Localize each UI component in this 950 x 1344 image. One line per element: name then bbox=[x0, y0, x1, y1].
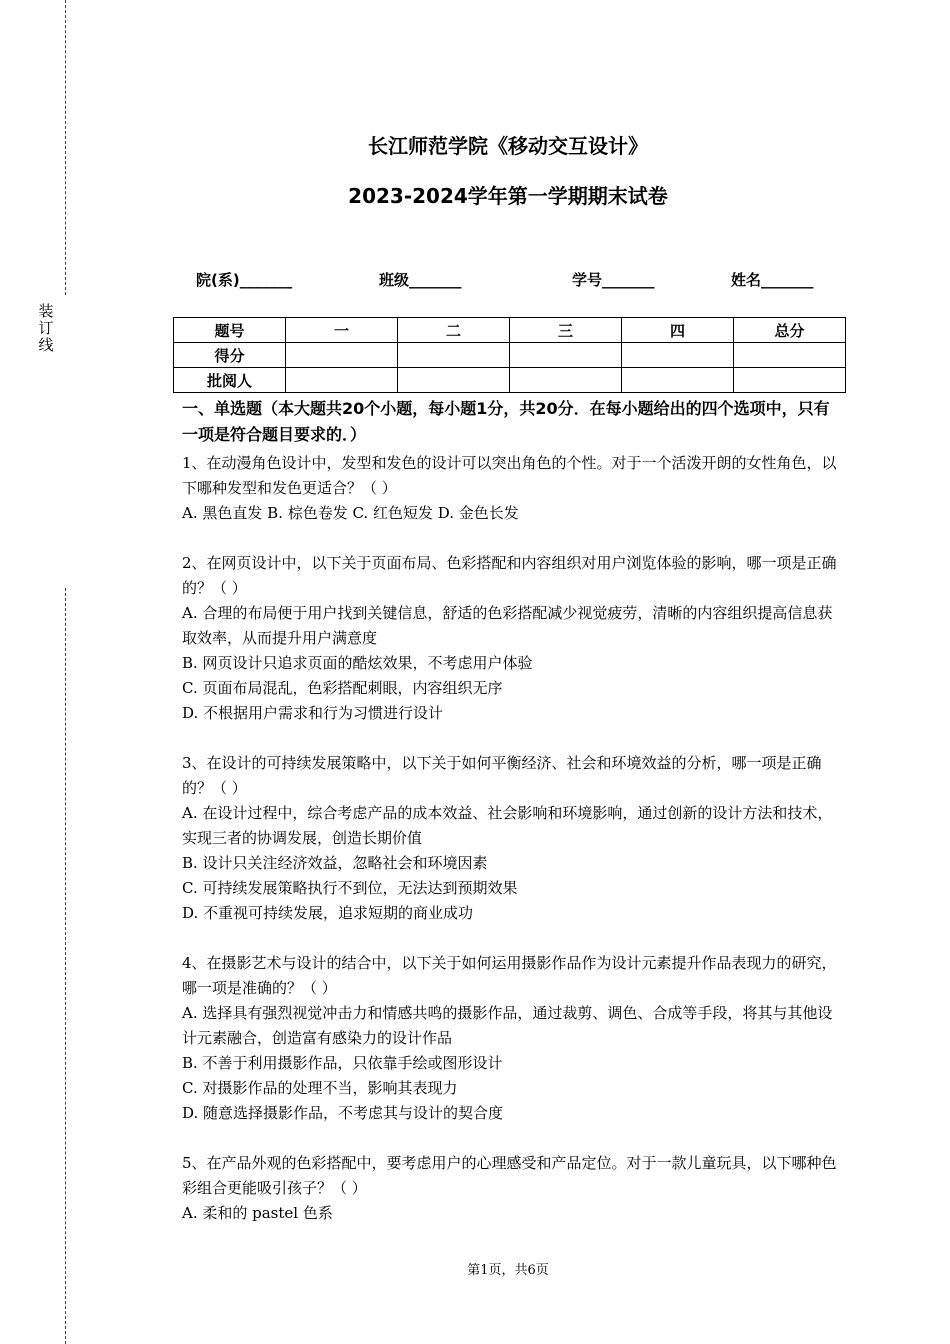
section-heading: 一、单选题（本大题共20个小题，每小题1分，共20分．在每小题给出的四个选项中，只有一项是符合题目要求的．） bbox=[182, 399, 830, 444]
reviewer-cell bbox=[622, 368, 734, 393]
class-field: 班级_______ bbox=[379, 271, 462, 289]
reviewer-row bbox=[174, 368, 846, 393]
student-id-field: 学号_______ bbox=[572, 271, 655, 289]
binding-dashed-line-bottom bbox=[65, 588, 66, 1344]
question-stem: 3、在设计的可持续发展策略中，以下关于如何平衡经济、社会和环境效益的分析，哪一项是正确的？（ ） bbox=[182, 754, 822, 797]
question-stem: 5、在产品外观的色彩搭配中，要考虑用户的心理感受和产品定位。对于一款儿童玩具，以下哪种色彩组合更能吸引孩子？（ ） bbox=[182, 1154, 837, 1197]
header-cell: 四 bbox=[622, 318, 734, 343]
question-5 bbox=[182, 1151, 842, 1226]
header-cell: 一 bbox=[286, 318, 398, 343]
binding-char: 装 bbox=[38, 302, 54, 320]
question-stem: 2、在网页设计中，以下关于页面布局、色彩搭配和内容组织对用户浏览体验的影响，哪一项是正确的？（ ） bbox=[182, 554, 837, 597]
score-cell bbox=[622, 343, 734, 368]
question-option: D. 不根据用户需求和行为习惯进行设计 bbox=[182, 704, 444, 722]
reviewer-cell bbox=[734, 368, 846, 393]
question-option: A. 在设计过程中，综合考虑产品的成本效益、社会影响和环境影响，通过创新的设计方法和技术，实现三者的协调发展，创造长期价值 bbox=[182, 804, 833, 847]
row-label: 得分 bbox=[174, 343, 286, 368]
question-option: A. 黑色直发 B. 棕色卷发 C. 红色短发 D. 金色长发 bbox=[182, 504, 519, 522]
question-option: B. 设计只关注经济效益，忽略社会和环境因素 bbox=[182, 854, 488, 872]
row-label: 批阅人 bbox=[174, 368, 286, 393]
question-option: C. 对摄影作品的处理不当，影响其表现力 bbox=[182, 1079, 458, 1097]
name-field: 姓名_______ bbox=[731, 271, 814, 289]
question-option: C. 页面布局混乱，色彩搭配刺眼，内容组织无序 bbox=[182, 679, 503, 697]
score-cell bbox=[398, 343, 510, 368]
question-option: D. 不重视可持续发展，追求短期的商业成功 bbox=[182, 904, 474, 922]
question-option: C. 可持续发展策略执行不到位，无法达到预期效果 bbox=[182, 879, 518, 897]
exam-content bbox=[182, 396, 842, 1251]
question-2 bbox=[182, 551, 842, 726]
header-cell: 总分 bbox=[734, 318, 846, 343]
reviewer-cell bbox=[286, 368, 398, 393]
header-cell: 三 bbox=[510, 318, 622, 343]
score-cell bbox=[734, 343, 846, 368]
department-field: 院(系)_______ bbox=[196, 271, 293, 289]
score-cell bbox=[286, 343, 398, 368]
reviewer-cell bbox=[510, 368, 622, 393]
question-1 bbox=[182, 451, 842, 526]
question-stem: 1、在动漫角色设计中，发型和发色的设计可以突出角色的个性。对于一个活泼开朗的女性角色，以下哪种发型和发色更适合？（ ） bbox=[182, 454, 837, 497]
score-cell bbox=[510, 343, 622, 368]
question-3 bbox=[182, 751, 842, 926]
question-option: B. 不善于利用摄影作品，只依靠手绘或图形设计 bbox=[182, 1054, 503, 1072]
question-option: A. 柔和的 pastel 色系 bbox=[182, 1204, 333, 1222]
reviewer-cell bbox=[398, 368, 510, 393]
score-table bbox=[173, 317, 846, 393]
question-option: D. 随意选择摄影作品，不考虑其与设计的契合度 bbox=[182, 1104, 504, 1122]
exam-title-line1: 长江师范学院《移动交互设计》 bbox=[368, 134, 648, 158]
header-cell: 二 bbox=[398, 318, 510, 343]
binding-char: 订 bbox=[38, 319, 54, 337]
question-option: A. 选择具有强烈视觉冲击力和情感共鸣的摄影作品，通过裁剪、调色、合成等手段，将其与其他设计元素融合，创造富有感染力的设计作品 bbox=[182, 1004, 833, 1047]
score-table-header-row bbox=[174, 318, 846, 343]
question-option: B. 网页设计只追求页面的酷炫效果，不考虑用户体验 bbox=[182, 654, 533, 672]
binding-char: 线 bbox=[38, 336, 54, 354]
page-number-footer: 第1页，共6页 bbox=[467, 1263, 549, 1278]
binding-line-label bbox=[38, 303, 54, 354]
question-4 bbox=[182, 951, 842, 1126]
header-cell: 题号 bbox=[174, 318, 286, 343]
score-row bbox=[174, 343, 846, 368]
exam-title-line2: 2023-2024学年第一学期期末试卷 bbox=[348, 184, 668, 208]
question-stem: 4、在摄影艺术与设计的结合中，以下关于如何运用摄影作品作为设计元素提升作品表现力的研究，哪一项是准确的？（ ） bbox=[182, 954, 837, 997]
question-option: A. 合理的布局便于用户找到关键信息，舒适的色彩搭配减少视觉疲劳，清晰的内容组织提高信息获取效率，从而提升用户满意度 bbox=[182, 604, 833, 647]
